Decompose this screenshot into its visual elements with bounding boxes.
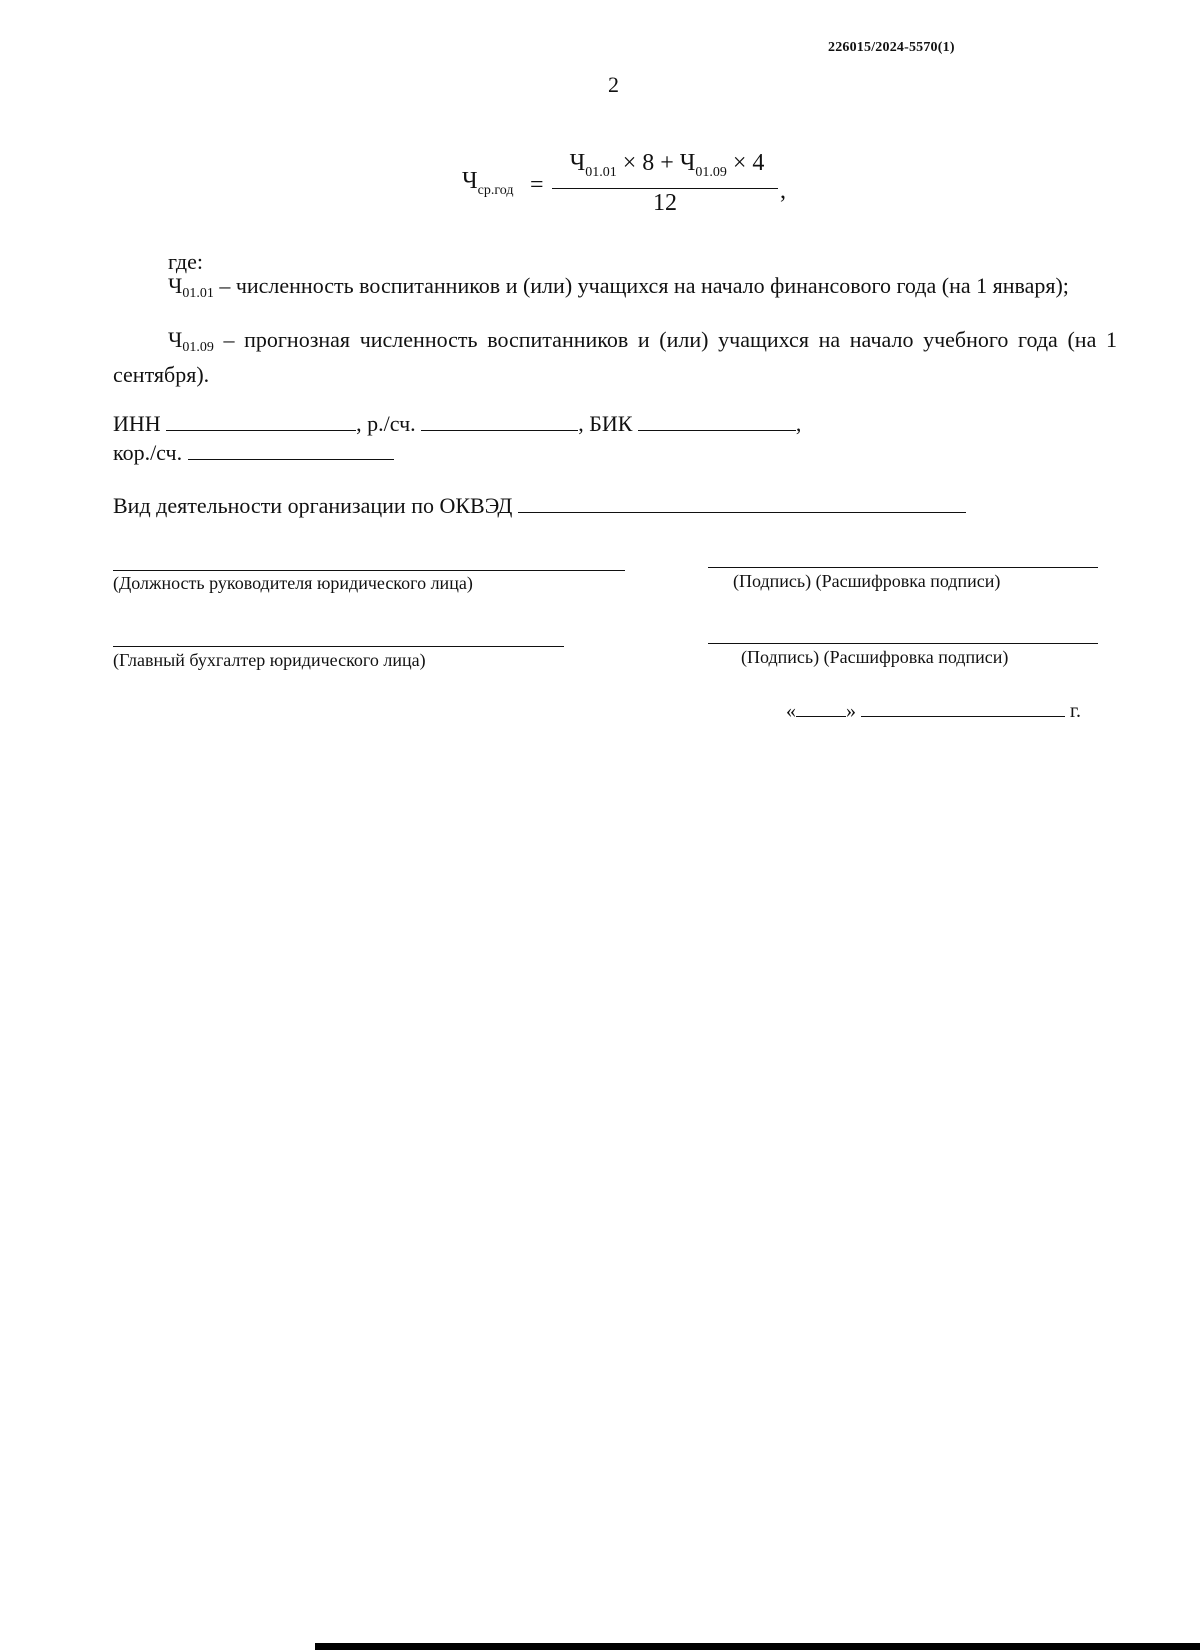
- okved-field[interactable]: [518, 496, 966, 513]
- scan-bottom-edge: [315, 1643, 1200, 1650]
- definition-jan: $Ч_{01.01}$ – численность воспитанников и (или) учащихся на начало финансового года (на 1 января);: [168, 273, 1069, 301]
- date-open-quote: «: [786, 700, 796, 722]
- date-row: [786, 700, 1081, 723]
- account-label: , р./сч.: [356, 411, 416, 436]
- fraction-bar: [552, 188, 778, 189]
- formula-numerator: $Ч_{01.01} \times 8 + Ч_{01.09} \times 4$: [569, 150, 765, 180]
- head-signature-line[interactable]: [708, 567, 1098, 568]
- bik-field[interactable]: [638, 414, 796, 431]
- account-field[interactable]: [421, 414, 578, 431]
- head-signature-caption: (Подпись) (Расшифровка подписи): [733, 571, 1001, 591]
- formula-comma: ,: [780, 178, 786, 204]
- accountant-line[interactable]: [113, 646, 564, 647]
- okved-label: Вид деятельности организации по ОКВЭД: [113, 493, 513, 518]
- bik-trailing-comma: ,: [795, 411, 802, 436]
- accountant-caption: (Главный бухгалтер юридического лица): [113, 650, 426, 670]
- formula-denominator: 12: [653, 190, 677, 216]
- date-month-field[interactable]: [861, 702, 1065, 717]
- date-year-suffix: г.: [1070, 700, 1081, 722]
- date-close-quote: »: [846, 700, 856, 722]
- head-position-caption: (Должность руководителя юридического лица): [113, 573, 473, 593]
- formula-equals: =: [530, 172, 544, 198]
- date-day-field[interactable]: [796, 702, 846, 717]
- corr-account-label: кор./сч.: [113, 440, 183, 465]
- page-number: 2: [608, 72, 619, 97]
- where-label: где:: [168, 249, 203, 274]
- inn-label: ИНН: [113, 411, 161, 436]
- corr-account-field[interactable]: [188, 443, 394, 460]
- inn-field[interactable]: [166, 414, 356, 431]
- document-id: 226015/2024-5570(1): [828, 40, 955, 55]
- bank-details-row: [113, 410, 801, 437]
- accountant-signature-line[interactable]: [708, 643, 1098, 644]
- bik-label: , БИК: [578, 411, 633, 436]
- corr-account-row: [113, 439, 394, 466]
- okved-row: [113, 492, 966, 519]
- definition-sep: $Ч_{01.09}$ – прогнозная численность воспитанников и (или) учащихся на начало учебного года (на 1 сентября).: [113, 327, 1117, 387]
- accountant-signature-caption: (Подпись) (Расшифровка подписи): [741, 647, 1009, 667]
- formula-lhs: $Ч_{ср.год}$: [462, 168, 514, 198]
- head-position-line[interactable]: [113, 570, 625, 571]
- average-count-formula: [462, 150, 786, 225]
